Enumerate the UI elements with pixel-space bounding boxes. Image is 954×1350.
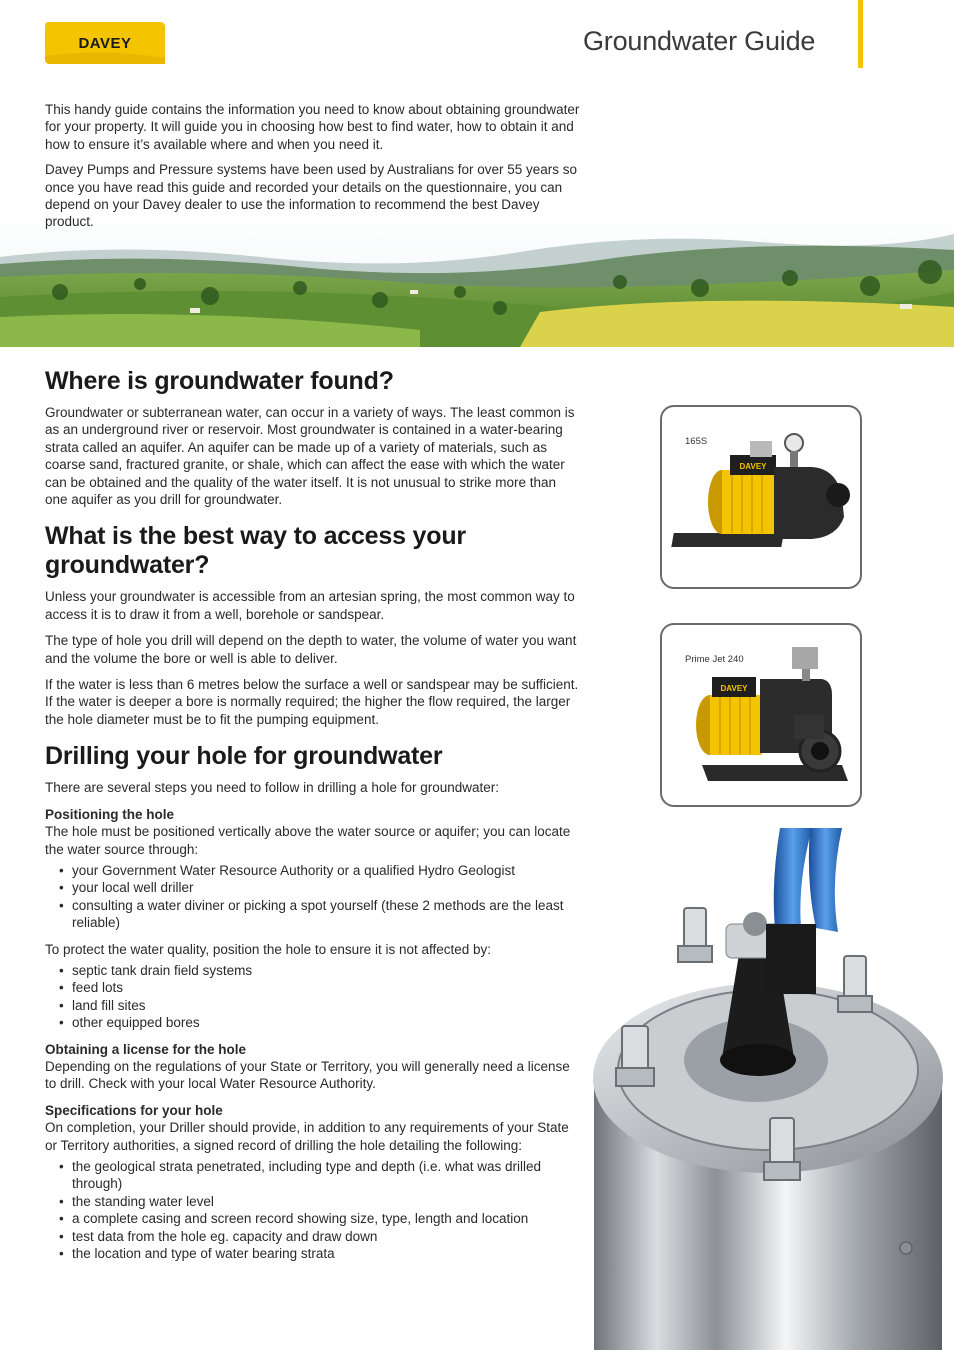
list-item: • the standing water level [59,1193,580,1210]
specs-body: On completion, your Driller should provide, in addition to any requirements of your State or Territory authorities, a signed record of drilling the hole detailing the following: [45,1120,569,1153]
section-where-found [45,367,580,508]
pump-badge: DAVEY [720,684,748,693]
list-item: • your local well driller [59,879,580,896]
positioning-body: The hole must be positioned vertically above the water source or aquifer; you can locate the water source through: [45,824,571,857]
section-heading-drilling: Drilling your hole for groundwater [45,742,443,771]
section-drilling [45,742,580,1262]
license-body: Depending on the regulations of your State or Territory, you will generally need a license to drill. Check with your local Water Resource Authority. [45,1058,570,1092]
submersible-pump-image [580,828,954,1350]
logo-text: DAVEY [78,35,132,52]
positioning-list [59,862,580,932]
intro-paragraph-1: This handy guide contains the information you need to know about obtaining groundwater for your property. It will guide you in choosing how best to find water, how to obtain it and how to ensure it’s available where and when you need it. [45,102,580,152]
list-item: • septic tank drain field systems [59,962,580,979]
subheading-license: Obtaining a license for the hole [45,1041,247,1057]
access-paragraph-3: If the water is less than 6 metres below the surface a well or sandspear may be sufficient. If the water is deeper a bore is normally required; the higher the flow required, the larger the hole diameter must be to fit the pumping equipment. [45,677,579,727]
product-label: 165S [685,436,708,447]
section-heading-where: Where is groundwater found? [45,367,394,395]
protect-text: To protect the water quality, position the hole to ensure it is not affected by: [45,941,492,957]
list-item: • test data from the hole eg. capacity and draw down [59,1228,580,1245]
page-title: Groundwater Guide [583,26,816,56]
list-item: • a complete casing and screen record showing size, type, length and location [59,1210,580,1227]
product-card-prime-jet-240 [660,623,862,807]
protect-list [59,962,580,1032]
product-card-165s [660,405,862,589]
pump-prime-jet-image [662,625,864,809]
list-item: • the geological strata penetrated, including type and depth (i.e. what was drilled through) [59,1158,580,1193]
access-paragraph-1: Unless your groundwater is accessible from an artesian spring, the most common way to access it is to draw it from a well, borehole or sandspear. [45,589,575,622]
product-label: Prime Jet 240 [685,654,744,665]
section-best-way [45,522,580,728]
list-item: • land fill sites [59,997,580,1014]
pump-165s-image [662,407,864,591]
subheading-specs: Specifications for your hole [45,1102,223,1118]
list-item: • other equipped bores [59,1014,580,1031]
section-heading-access: What is the best way to access your groundwater? [45,522,466,580]
intro-text [45,101,585,239]
pump-badge: DAVEY [739,462,767,471]
access-paragraph-2: The type of hole you drill will depend on the depth to water, the volume of water you want and the volume the bore or well is able to deliver. [45,633,577,666]
title-accent-bar [858,0,863,68]
davey-logo [44,18,166,68]
subheading-positioning: Positioning the hole [45,806,174,822]
section-body-where: Groundwater or subterranean water, can occur in a variety of ways. The least common is as an underground river or reservoir. Most groundwater is contained in a water-bearing strata called an aquifer. An aquifer can be made up of a variety of materials, such as coarse sand, fractured granite, or shale, which can affect the ease with which the water can be obtained and the quality of the water itself. It is not unusual to strike more than one aquifer as you drill for groundwater. [45,405,575,508]
main-content [45,367,580,1271]
list-item: • consulting a water diviner or picking a spot yourself (these 2 methods are the least reliable) [59,897,580,932]
drilling-intro: There are several steps you need to follow in drilling a hole for groundwater: [45,780,500,796]
list-item: • feed lots [59,979,580,996]
list-item: • your Government Water Resource Authority or a qualified Hydro Geologist [59,862,580,879]
intro-paragraph-2: Davey Pumps and Pressure systems have been used by Australians for over 55 years so once you have read this guide and recorded your details on the questionnaire, you can depend on your Davey dealer to use the information to recommend the best Davey product. [45,162,578,230]
list-item: • the location and type of water bearing strata [59,1245,580,1262]
specs-list [59,1158,580,1262]
